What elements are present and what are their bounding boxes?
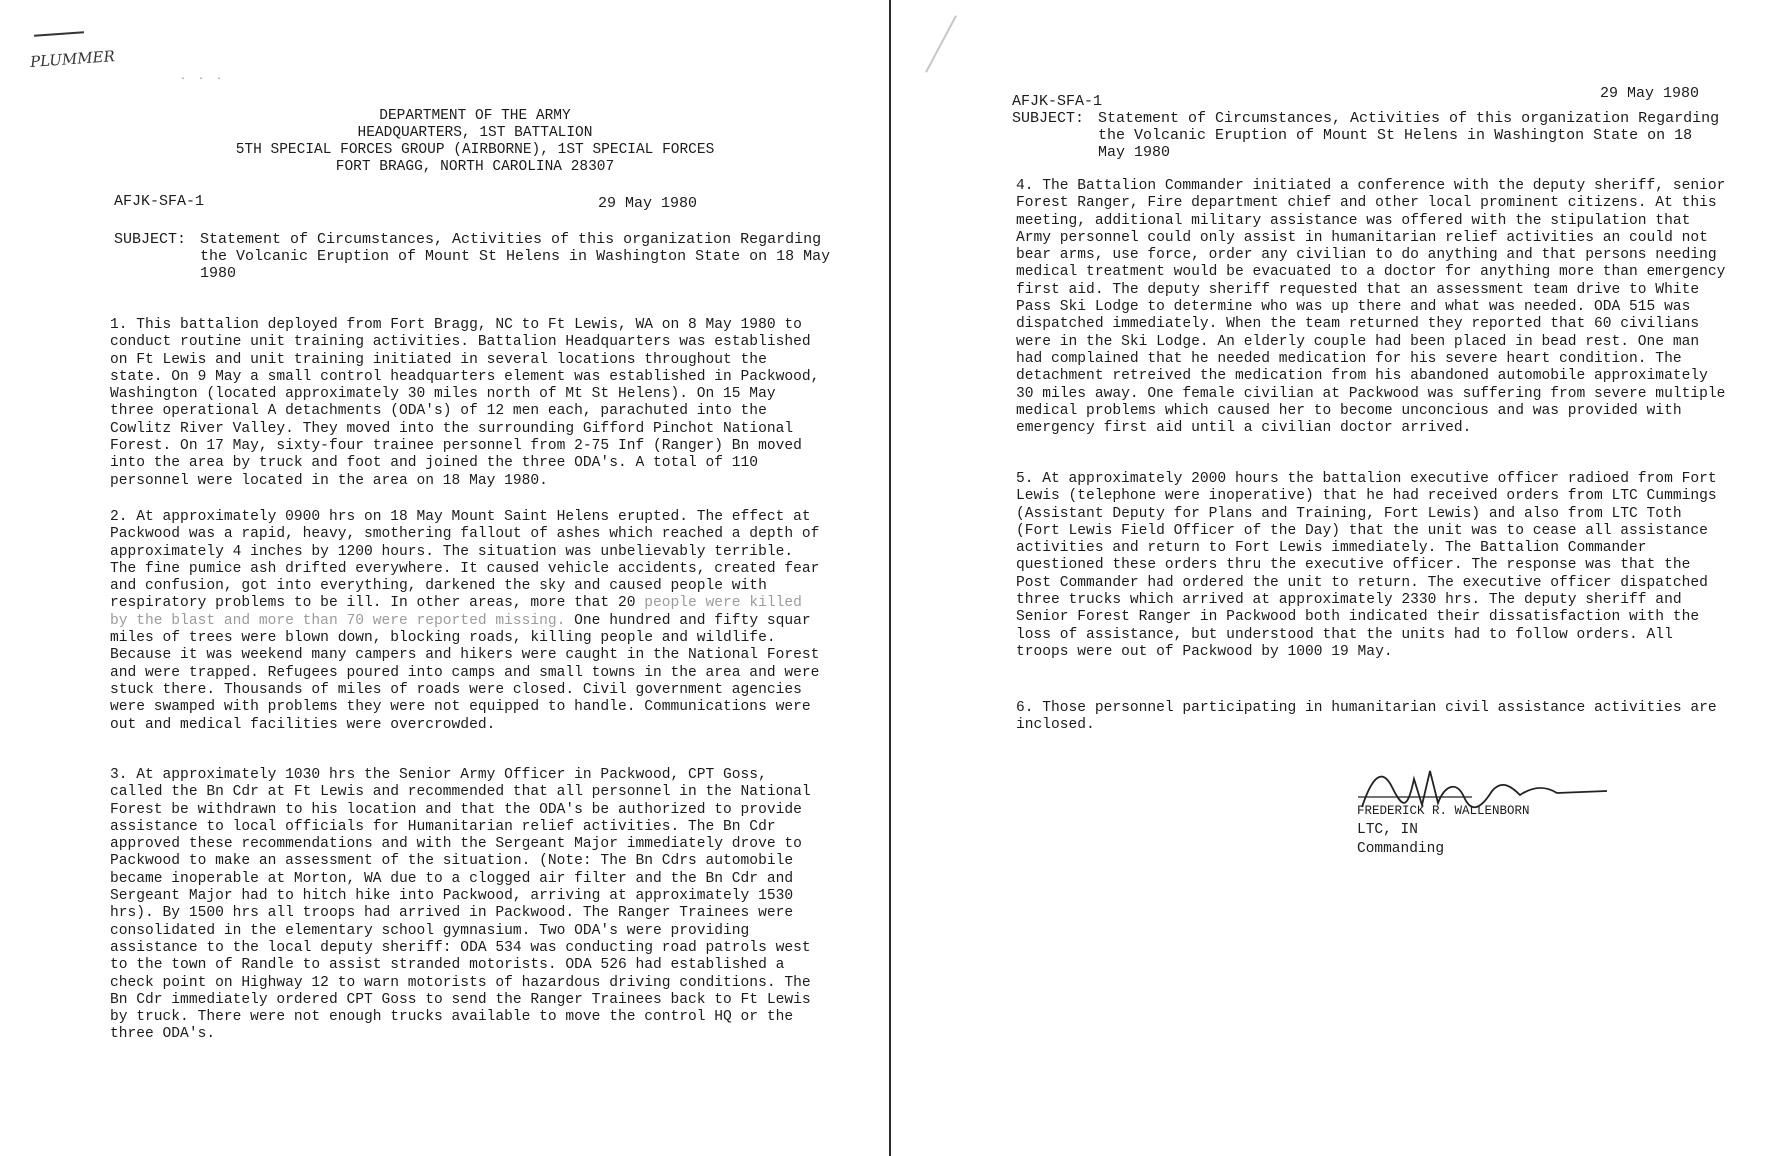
signer-title: Commanding bbox=[1357, 841, 1445, 857]
office-symbol: AFJK-SFA-1 bbox=[1012, 93, 1103, 110]
office-symbol: AFJK-SFA-1 bbox=[114, 193, 205, 210]
paragraph-2-text-cont: One hundred and fifty squar miles of trees were blown down, blocking roads, killing people and wildlife. Because it was weekend many campers and hikers were caught in the National Forest and were trapped. Refugees poured into camps and small towns in the area and were stuck there. Thousands of miles of roads were closed. Civil government agencies were swamped with problems they were not equipped to handle. Communications were out and medical facilities were overcrowded. bbox=[110, 612, 820, 733]
paragraph-5: 5. At approximately 2000 hours the battalion executive officer radioed from Fort Lewis (telephone were inoperative) that he had received orders from LTC Cummings (Assistant Deputy for Plans and Training, Fort Lewis) and also from LTC Toth (Fort Lewis Field Officer of the Day) that the unit was to cease all assistance activities and return to Fort Lewis immediately. The Battalion Commander questioned these orders thru the executive officer. The response was that the Post Commander had ordered the unit to return. The executive officer dispatched three trucks which arrived at approximately 2330 hrs. The deputy sheriff and Senior Forest Ranger in Packwood both indicated their dissatisfaction with the loss of assistance, but understood that the units had to follow orders. All troops were out of Packwood by 1000 19 May. bbox=[1016, 471, 1717, 660]
signature-block bbox=[1357, 802, 1530, 859]
paragraph-6: 6. Those personnel participating in humanitarian civil assistance activities are inclosed. bbox=[1016, 700, 1717, 734]
paragraph-3: 3. At approximately 1030 hrs the Senior Army Officer in Packwood, CPT Goss, called the Bn Cdr at Ft Lewis and recommended that all personnel in the National Forest be withdrawn to his location and that the ODA's be authorized to provide assistance to local officials for Humanitarian relief activities. The Bn Cdr approved these recommendations and with the Sergeant Major immediately drove to Packwood to make an assessment of the situation. (Note: The Bn Cdrs automobile became inoperable at Morton, WA due to a clogged air filter and the Bn Cdr and Sergeant Major had to hitch hike into Packwood, arriving at approximately 1530 hrs). By 1500 hrs all troops had arrived in Packwood. The Ranger Trainees were consolidated in the elementary school gymnasium. Two ODA's were providing assistance to the local deputy sheriff: ODA 534 was conducting road patrols west to the town of Randle to assist stranded motorists. ODA 526 had established a check point on Highway 12 to warn motorists of hazardous driving conditions. The Bn Cdr immediately ordered CPT Goss to send the Ranger Trainees back to Ft Lewis by truck. There were not enough trucks available to move the control HQ or the three ODA's. bbox=[110, 767, 811, 1043]
paragraph-2-text: 2. At approximately 0900 hrs on 18 May Mount Saint Helens erupted. The effect at Packwood was a rapid, heavy, smothering fallout of ashes which reached a depth of approximately 4 inches by 1200 hours. The situation was unbelievably terrible. The fine pumice ash drifted everywhere. It caused vehicle accidents, created fear and confusion, got into everything, darkened the sky and caused people with respiratory problems to be ill. In other areas, more that 20 bbox=[110, 509, 820, 612]
letter-page-2 bbox=[892, 0, 1792, 1156]
letterhead-line: 5TH SPECIAL FORCES GROUP (AIRBORNE), 1ST SPECIAL FORCES bbox=[235, 142, 715, 158]
annotation-stroke bbox=[34, 31, 84, 36]
letterhead-line: DEPARTMENT OF THE ARMY bbox=[379, 108, 571, 124]
letter-date: 29 May 1980 bbox=[598, 195, 698, 212]
paragraph-2-faded-text: people were killed by the blast and more than 70 were reported missing. bbox=[110, 595, 802, 629]
paragraph-4: 4. The Battalion Commander initiated a conference with the deputy sheriff, senior Forest Ranger, Fire department chief and other local prominent citizens. At this meeting, additional military assistance was offered with the stipulation that Army personnel could only assist in humanitarian relief activities an could not bear arms, use force, order any civilian to do anything and that persons needing medical treatment would be evacuated to a doctor for anything more than emergency first aid. The deputy sheriff requested that an assessment team drive to White Pass Ski Lodge to determine who was up there and what was needed. ODA 515 was dispatched immediately. When the team returned they reported that 60 civilians were in the Ski Lodge. An elderly couple had been placed in bead rest. One man had complained that he needed medication for his severe heart condition. The detachment retreived the medication from his abandoned automobile approximately 30 miles away. One female civilian at Packwood was suffering from severe multiple medical problems which caused her to become unconcious and was provided with emergency first aid until a civilian doctor arrived. bbox=[1016, 178, 1726, 437]
paragraph-2 bbox=[110, 509, 825, 734]
handwritten-annotation: PLUMMER bbox=[29, 47, 116, 71]
subject-label: SUBJECT: bbox=[114, 231, 187, 248]
subject-text: Statement of Circumstances, Activities of this organization Regarding the Volcanic Eruption of Mount St Helens in Washington State on 18 May 1980 bbox=[1098, 110, 1720, 161]
letterhead-line: FORT BRAGG, NORTH CAROLINA 28307 bbox=[335, 159, 615, 175]
subject-label: SUBJECT: bbox=[1012, 110, 1085, 127]
subject-text: Statement of Circumstances, Activities of this organization Regarding the Volcanic Eruption of Mount St Helens in Washington State on 18 May 1980 bbox=[200, 231, 831, 282]
signer-name: FREDERICK R. WALLENBORN bbox=[1357, 804, 1530, 818]
letterhead-line: HEADQUARTERS, 1ST BATTALION bbox=[357, 125, 593, 141]
letter-date: 29 May 1980 bbox=[1600, 85, 1700, 102]
paragraph-1: 1. This battalion deployed from Fort Bragg, NC to Ft Lewis, WA on 8 May 1980 to conduct routine unit training activities. Battalion Headquarters was established on Ft Lewis and unit training initiated in several locations throughout the state. On 9 May a small control headquarters element was established in Packwood, Washington (located approximately 30 miles north of Mt St Helens). On 15 May three operational A detachments (ODA's) of 12 men each, parachuted into the Cowlitz River Valley. They moved into the surrounding Gifford Pinchot National Forest. On 17 May, sixty-four trainee personnel from 2-75 Inf (Ranger) Bn moved into the area by truck and foot and joined the three ODA's. A total of 110 personnel were located in the area on 18 May 1980. bbox=[110, 317, 820, 489]
letterhead bbox=[150, 108, 800, 176]
signer-rank: LTC, IN bbox=[1357, 822, 1418, 838]
page-divider bbox=[889, 0, 891, 1156]
scan-specks: · · · bbox=[180, 74, 226, 85]
letter-page-1 bbox=[0, 0, 890, 1156]
